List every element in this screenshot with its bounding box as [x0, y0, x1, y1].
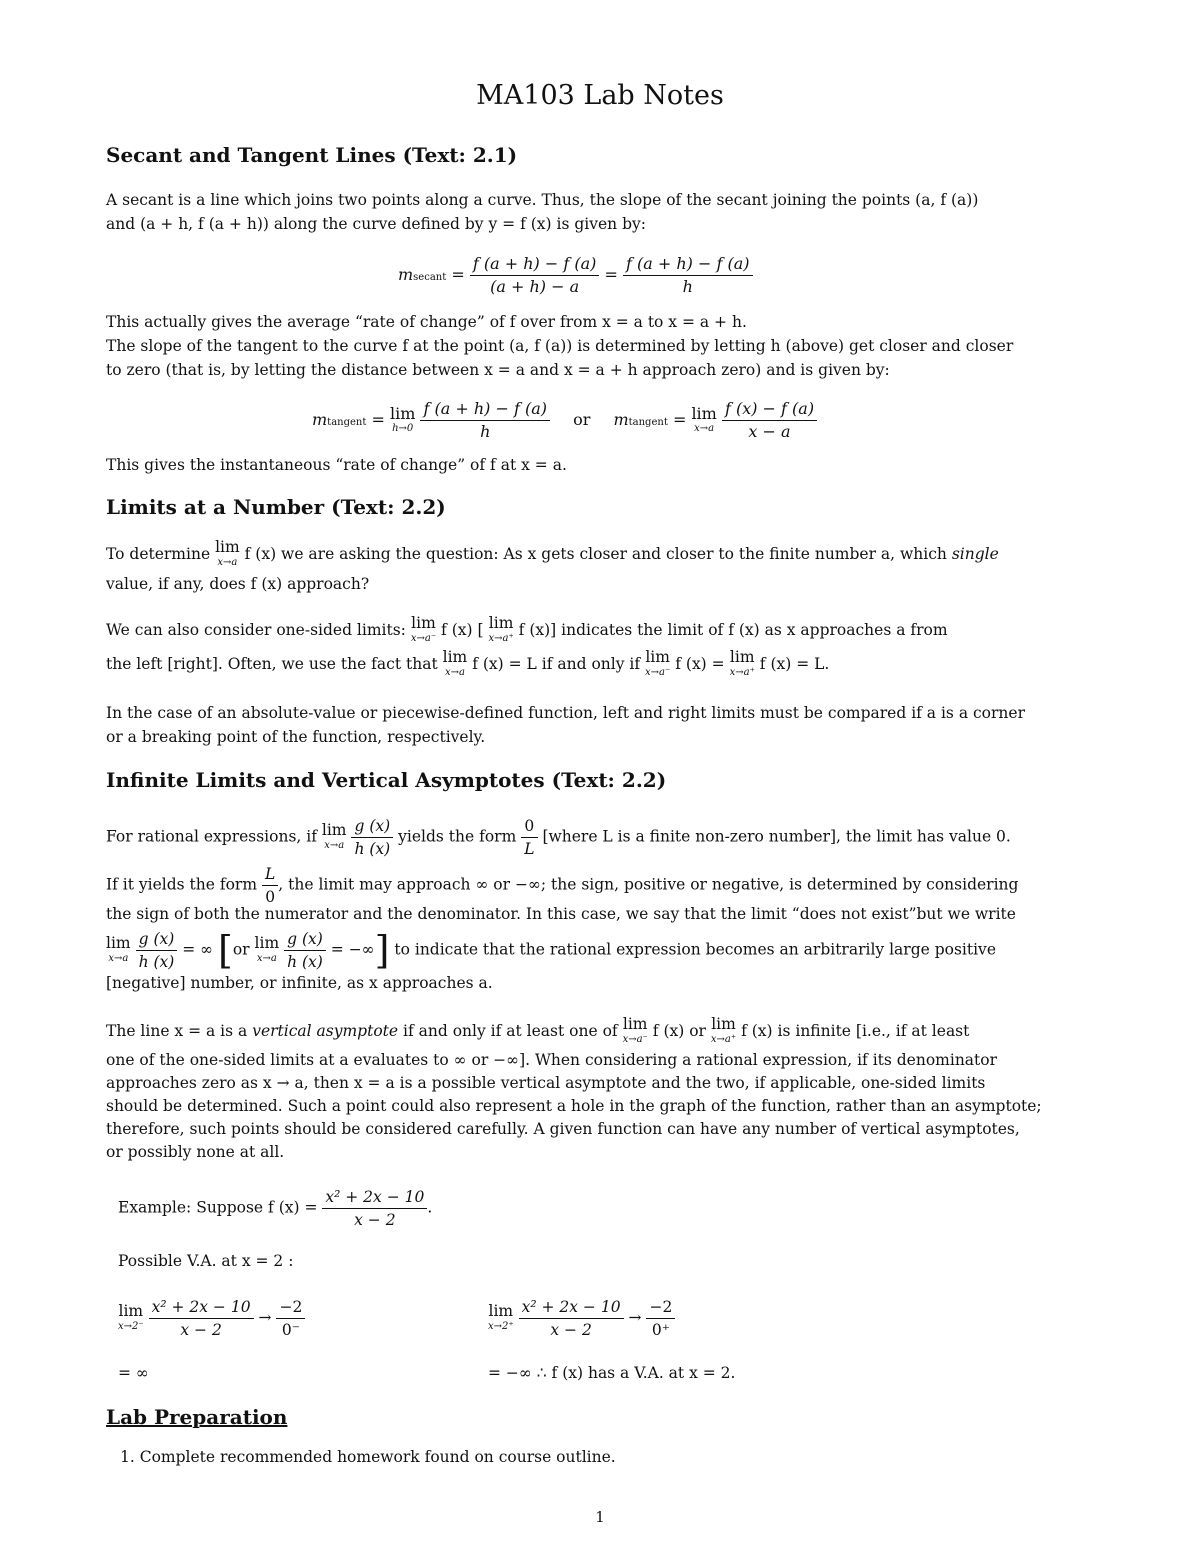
limit-operator: [488, 1301, 514, 1334]
text: yields the form: [398, 827, 517, 846]
paragraph-line: This actually gives the average “rate of change” of f over from x = a to x = a + h.: [106, 313, 747, 331]
text: To determine: [106, 545, 211, 563]
text: f (x) = L.: [759, 655, 830, 673]
secant-equation: msecant = $\frac{f (a + h) - f (a)}{(a + h) - a}$ = $\frac{f (a + h) - f (a)}{h}$: [398, 253, 753, 298]
numerator: x² + 2x − 10: [519, 1296, 624, 1319]
numerator: −2: [276, 1296, 305, 1319]
text: if and only if at least one of: [403, 1022, 618, 1040]
text: , the limit may approach ∞ or −∞; the sign, positive or negative, is determined by considering: [278, 875, 1019, 894]
fraction: [420, 398, 550, 443]
numerator: x² + 2x − 10: [149, 1296, 254, 1319]
text: to indicate that the rational expression becomes an arbitrarily large positive: [394, 940, 996, 959]
limit-operator: [118, 1301, 144, 1334]
paragraph-line: to zero (that is, by letting the distance between x = a and x = a + h approach zero) and is given by:: [106, 361, 890, 379]
lim-text: lim: [711, 1015, 736, 1033]
right-limit-result: = −∞ ∴ f (x) has a V.A. at x = 2.: [488, 1364, 736, 1382]
lim-text: lim: [622, 1015, 648, 1033]
text: = ∞: [182, 940, 214, 959]
lim-sub: x→2⁺: [488, 1320, 514, 1332]
paragraph-line: [106, 540, 999, 570]
section-heading-lab: Lab Preparation: [106, 1405, 288, 1429]
limit-operator: [411, 616, 436, 646]
paragraph-line: approaches zero as x → a, then x = a is a possible vertical asymptote and the two, if applicable, one-sided limits: [106, 1074, 986, 1092]
fraction: [519, 1296, 624, 1341]
lim-text: lim: [729, 648, 755, 666]
text: [where L is a finite non-zero number], the limit has value 0.: [542, 827, 1011, 846]
lim-sub: h→0: [392, 422, 414, 434]
lim-text: lim: [254, 933, 280, 952]
fraction: [322, 1186, 427, 1231]
numerator: −2: [646, 1296, 675, 1319]
eq-sub: tangent: [628, 417, 668, 428]
lim-text: lim: [488, 614, 514, 632]
paragraph-line: [106, 650, 829, 680]
text: or: [232, 940, 250, 959]
paragraph-line: or a breaking point of the function, respectively.: [106, 728, 486, 746]
limit-operator: [488, 616, 513, 646]
lim-text: lim: [645, 648, 670, 666]
lim-sub: x→a: [217, 557, 238, 568]
possible-va-line: Possible V.A. at x = 2 :: [118, 1252, 294, 1270]
paragraph-line: [106, 1017, 969, 1047]
emphasis: vertical asymptote: [252, 1022, 399, 1040]
paragraph-line: one of the one-sided limits at a evaluates to ∞ or −∞]. When considering a rational expression, if its denominator: [106, 1051, 998, 1069]
text: f (x) [: [441, 621, 484, 639]
lim-sub: x→2⁻: [118, 1320, 144, 1332]
eq-m: m: [398, 265, 414, 284]
fraction: [521, 815, 537, 860]
limit-operator: [389, 403, 416, 436]
lim-sub: x→a: [444, 667, 465, 678]
text: f (x)] indicates the limit of f (x) as x approaches a from: [518, 621, 948, 639]
left-limit-result: = ∞: [118, 1364, 149, 1382]
text: f (x) =: [675, 655, 725, 673]
lim-sub: x→a: [694, 422, 715, 434]
numerator: g (x): [351, 815, 393, 838]
lim-sub: x→a⁻: [410, 633, 437, 644]
denominator: 0⁺: [651, 1321, 670, 1339]
lim-sub: x→a⁺: [488, 633, 514, 644]
denominator: 0⁻: [281, 1321, 300, 1339]
limit-operator: [730, 650, 755, 680]
paragraph-line: and (a + h, f (a + h)) along the curve defined by y = f (x) is given by:: [106, 215, 646, 233]
fraction: [646, 1296, 675, 1341]
lim-text: lim: [442, 648, 468, 666]
lim-text: lim: [488, 1301, 514, 1320]
denominator: h: [480, 422, 491, 441]
fraction: [470, 253, 600, 298]
fraction: [149, 1296, 254, 1341]
right-limit-expression: [488, 1296, 675, 1341]
paragraph-line: This gives the instantaneous “rate of change” of f at x = a.: [106, 456, 567, 474]
fraction: [623, 253, 753, 298]
text: For rational expressions, if: [106, 827, 317, 846]
lim-text: lim: [106, 933, 131, 952]
paragraph-line: [negative] number, or infinite, as x approaches a.: [106, 974, 493, 992]
lim-sub: x→a: [324, 839, 345, 851]
text: The line x = a is a: [106, 1022, 248, 1040]
limit-operator: [254, 933, 280, 966]
paragraph-line: A secant is a line which joins two points along a curve. Thus, the slope of the secant joining the points (a, f (a)): [106, 191, 979, 209]
limit-operator: [443, 650, 468, 680]
paragraph-line: or possibly none at all.: [106, 1143, 285, 1161]
paragraph-line: value, if any, does f (x) approach?: [106, 575, 370, 593]
paragraph-line: the sign of both the numerator and the denominator. In this case, we say that the limit “does not exist”but we write: [106, 905, 1016, 923]
eq-sub: secant: [413, 272, 447, 283]
limit-operator: [623, 1017, 648, 1047]
or-text: or: [573, 410, 591, 429]
emphasis: single: [951, 545, 999, 563]
numerator: 0: [521, 815, 537, 838]
paragraph-line: In the case of an absolute-value or piecewise-defined function, left and right limits must be compared if a is a corner: [106, 704, 1025, 722]
lim-sub: x→a⁺: [729, 667, 755, 678]
numerator: x² + 2x − 10: [322, 1186, 427, 1209]
lim-text: lim: [118, 1301, 144, 1320]
lim-sub: x→a⁺: [710, 1034, 737, 1045]
arrow: →: [258, 1308, 272, 1327]
lim-sub: x→a: [108, 952, 129, 964]
text: the left [right]. Often, we use the fact that: [106, 655, 438, 673]
paragraph-line: therefore, such points should be considered carefully. A given function can have any number of vertical asymptotes,: [106, 1120, 1020, 1138]
denominator: h (x): [138, 953, 175, 971]
numerator: f (a + h) − f (a): [470, 253, 600, 276]
numerator: f (x) − f (a): [722, 398, 817, 421]
lim-sub: x→a⁻: [645, 667, 671, 678]
fraction: [136, 928, 178, 973]
denominator: x − a: [748, 422, 791, 441]
paragraph-line: should be determined. Such a point could also represent a hole in the graph of the function, rather than an asymptote;: [106, 1097, 1042, 1115]
lim-text: lim: [691, 403, 717, 423]
text: f (x) we are asking the question: As x gets closer and closer to the finite number a, which: [244, 545, 947, 563]
section-heading-infinite: Infinite Limits and Vertical Asymptotes (Text: 2.2): [106, 768, 667, 792]
text: We can also consider one-sided limits:: [106, 621, 406, 639]
fraction: [284, 928, 326, 973]
text: f (x) is infinite [i.e., if at least: [741, 1022, 970, 1040]
lim-text: lim: [215, 538, 240, 556]
page-title: MA103 Lab Notes: [476, 80, 724, 111]
paragraph-line: lim x→a $\frac{g (x)}{h (x)}$ = ∞ [or lim x→a $\frac{g (x)}{h (x)}$ = −∞] to indicate that the rational expression becomes an arbitrarily large positive: [106, 928, 996, 973]
denominator: x − 2: [354, 1211, 396, 1229]
denominator: 0: [265, 888, 276, 906]
fraction: [262, 863, 278, 908]
limit-operator: [215, 540, 240, 570]
paragraph-line: The slope of the tangent to the curve f at the point (a, f (a)) is determined by letting h (above) get closer and closer: [106, 337, 1014, 355]
denominator: h (x): [287, 953, 323, 971]
numerator: f (a + h) − f (a): [420, 398, 550, 421]
denominator: h (x): [354, 840, 391, 858]
list-item: 1. Complete recommended homework found on course outline.: [120, 1448, 616, 1466]
text: = −∞: [330, 940, 375, 959]
text: .: [427, 1198, 433, 1217]
limit-operator: [711, 1017, 736, 1047]
section-heading-secant: Secant and Tangent Lines (Text: 2.1): [106, 143, 518, 167]
text: Example: Suppose f (x) =: [118, 1198, 318, 1217]
section-heading-limits: Limits at a Number (Text: 2.2): [106, 495, 446, 519]
tangent-equation: mtangent = lim h→0 $\frac{f (a + h) - f (a)}{h}$ or mtangent = lim x→a $\frac{f (x) - f (a)}{x - a}$: [312, 398, 817, 443]
numerator: g (x): [284, 928, 326, 951]
limit-operator: [645, 650, 670, 680]
eq-sub: tangent: [327, 417, 367, 428]
lim-text: lim: [411, 614, 436, 632]
numerator: L: [262, 863, 278, 886]
arrow: →: [628, 1308, 642, 1327]
numerator: g (x): [136, 928, 178, 951]
denominator: (a + h) − a: [490, 277, 580, 296]
limit-operator: [321, 820, 347, 853]
paragraph-line: [106, 616, 948, 646]
denominator: x − 2: [180, 1321, 222, 1339]
lim-text: lim: [389, 403, 416, 423]
limit-operator: [691, 403, 717, 436]
limit-operator: [106, 933, 131, 966]
example-line: [118, 1186, 432, 1231]
page-number: 1: [595, 1508, 605, 1526]
fraction: [722, 398, 817, 443]
numerator: f (a + h) − f (a): [623, 253, 753, 276]
paragraph-line: [106, 863, 1018, 908]
denominator: L: [524, 840, 535, 858]
text: If it yields the form: [106, 875, 258, 894]
fraction: [351, 815, 393, 860]
left-limit-expression: [118, 1296, 305, 1341]
text: f (x) or: [652, 1022, 706, 1040]
lim-text: lim: [321, 820, 347, 839]
lim-sub: x→a⁻: [622, 1034, 648, 1045]
text: f (x) = L if and only if: [472, 655, 641, 673]
denominator: x − 2: [550, 1321, 592, 1339]
lim-sub: x→a: [256, 952, 277, 964]
paragraph-line: [106, 815, 1011, 860]
fraction: [276, 1296, 305, 1341]
denominator: h: [682, 277, 693, 296]
